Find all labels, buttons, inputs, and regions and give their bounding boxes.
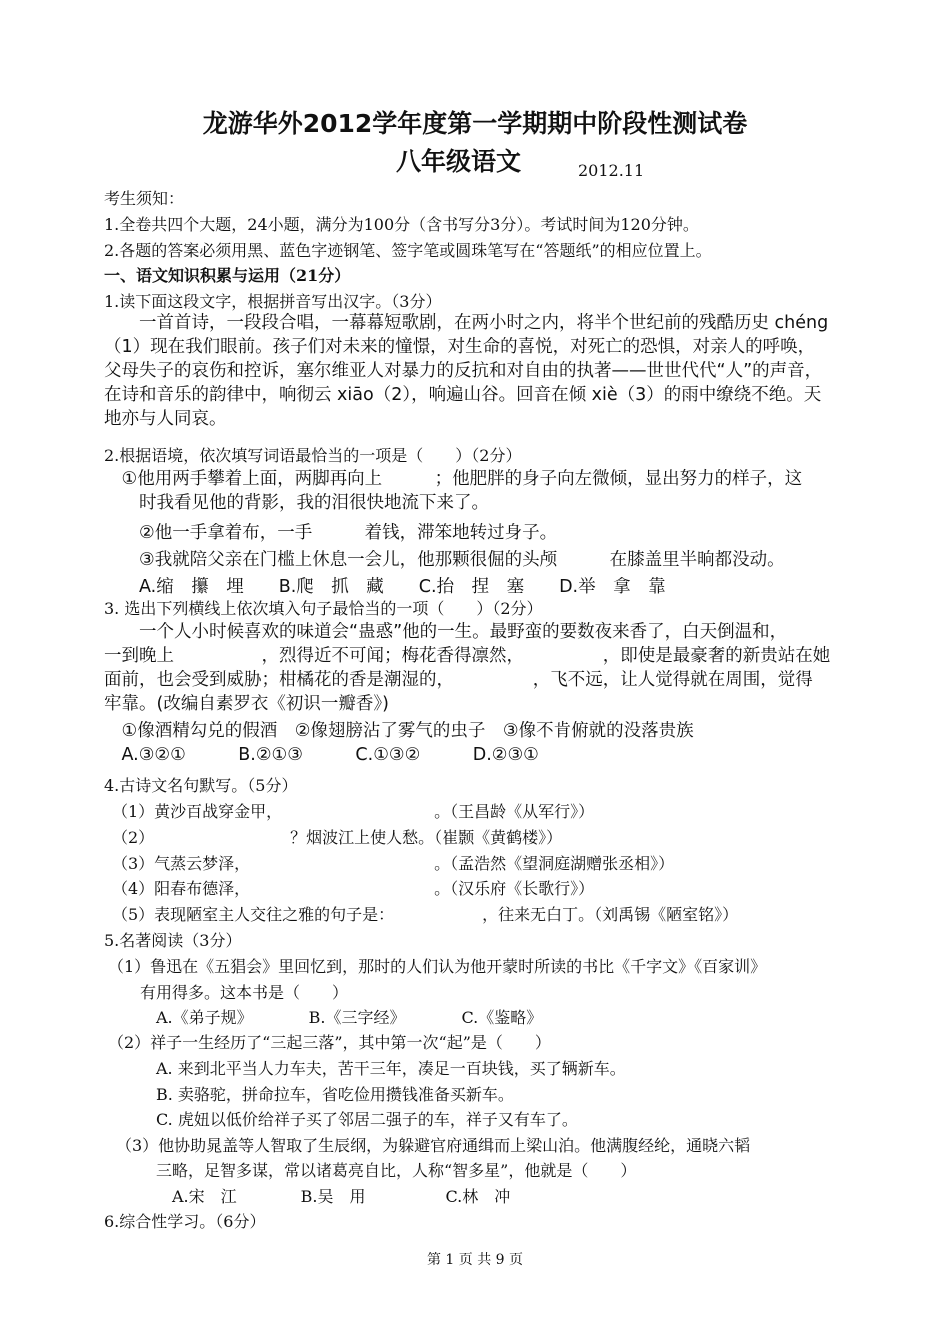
q2-body xyxy=(104,467,874,599)
q3-sentence-choices: ①像酒精勾兑的假酒 ②像翅膀沾了雾气的虫子 ③像不肯俯就的没落贵族 xyxy=(104,721,694,741)
q4-item: （5）表现陋室主人交往之雅的句子是： ，往来无白丁。（刘禹锡《陋室铭》） xyxy=(112,905,739,924)
q2-line: 时我看见他的背影，我的泪很快地流下来了。 xyxy=(104,493,489,513)
q2-line: ②他一手拿着布，一手 着钱，滞笨地转过身子。 xyxy=(104,523,558,543)
q4-item: （4）阳春布德泽， 。（汉乐府《长歌行》） xyxy=(112,879,595,898)
q5-option: C. 虎妞以低价给祥子买了邻居二强子的车，祥子又有车了。 xyxy=(108,1110,578,1129)
exam-title: 龙游华外2012学年度第一学期期中阶段性测试卷 xyxy=(202,109,748,138)
q3-stem: 3. 选出下列横线上依次填入句子最恰当的一项（ ）（2分） xyxy=(104,599,543,618)
q4-item: （3）气蒸云梦泽， 。（孟浩然《望洞庭湖赠张丞相》） xyxy=(112,854,675,873)
q5-option: B. 卖骆驼，拼命拉车，省吃俭用攒钱准备买新车。 xyxy=(108,1085,514,1104)
q5-options: A.《弟子规》 B.《三字经》 C.《鉴略》 xyxy=(108,1008,543,1027)
exam-date: 2012.11 xyxy=(578,161,645,180)
q5-stem: 5.名著阅读（3分） xyxy=(104,931,242,950)
q1-line: 父母失子的哀伤和控诉，塞尔维亚人对暴力的反抗和对自由的执著——世世代代“人”的声音， xyxy=(104,361,823,381)
q5-line: （1）鲁迅在《五猖会》里回忆到，那时的人们认为他开蒙时所读的书比《千字文》《百家训》 xyxy=(108,957,767,976)
q5-options: A.宋 江 B.吴 用 C.林 冲 xyxy=(108,1187,511,1206)
exam-subtitle: 八年级语文 xyxy=(396,147,522,176)
q1-line: 在诗和音乐的韵律中，响彻云 xiāo（2），响遍山谷。回音在倾 xiè（3）的雨中缭绕不绝。天 xyxy=(104,385,822,405)
q3-line: 一到晚上 ，烈得近不可闻；梅花香得凛然， ，即使是最豪奢的新贵站在她 xyxy=(104,646,831,666)
q1-line: 一首首诗，一段段合唱，一幕幕短歌剧，在两小时之内，将半个世纪前的残酷历史 chéng xyxy=(104,313,829,333)
q4-item: （1）黄沙百战穿金甲， 。（王昌龄《从军行》） xyxy=(112,802,595,821)
q2-options: A.缩 攥 埋 B.爬 抓 藏 C.抬 捏 塞 D.举 拿 靠 xyxy=(104,577,666,597)
q5-line: 三略，足智多谋，常以诸葛亮自比，人称“智多星”，他就是（ ） xyxy=(108,1161,637,1180)
q4-stem: 4.古诗文名句默写。（5分） xyxy=(104,776,298,795)
q1-stem: 1.读下面这段文字，根据拼音写出汉字。（3分） xyxy=(104,292,442,311)
q2-line: ③我就陪父亲在门槛上休息一会儿，他那颗很倔的头颅 在膝盖里半晌都没动。 xyxy=(104,550,785,570)
q6-stem: 6.综合性学习。（6分） xyxy=(104,1212,266,1231)
q5-option: A. 来到北平当人力车夫，苦干三年，凑足一百块钱，买了辆新车。 xyxy=(108,1059,626,1078)
notice-item: 1.全卷共四个大题，24小题，满分为100分（含书写分3分）。考试时间为120分钟。 xyxy=(104,215,699,234)
q1-line: （1）现在我们眼前。孩子们对未来的憧憬，对生命的喜悦，对死亡的恐惧，对亲人的呼唤， xyxy=(104,337,816,357)
notice-item: 2.各题的答案必须用黑、蓝色字迹钢笔、签字笔或圆珠笔写在“答题纸”的相应位置上。 xyxy=(104,241,712,260)
q1-passage xyxy=(104,311,874,431)
q2-line: ①他用两手攀着上面，两脚再向上 ；他肥胖的身子向左微倾，显出努力的样子，这 xyxy=(104,469,803,489)
q3-body xyxy=(104,620,874,767)
page-footer: 第 1 页 共 9 页 xyxy=(426,1252,524,1268)
q4-item: （2） ？烟波江上使人愁。（崔颢《黄鹤楼》） xyxy=(112,828,563,847)
q5-line: 有用得多。这本书是（ ） xyxy=(108,983,349,1002)
q3-line: 一个人小时候喜欢的味道会“蛊惑”他的一生。最野蛮的要数夜来香了，白天倒温和， xyxy=(104,622,788,642)
q3-line: 面前，也会受到威胁；柑橘花的香是潮湿的， ，飞不远，让人觉得就在周围，觉得 xyxy=(104,670,813,690)
q1-line: 地亦与人同哀。 xyxy=(104,409,227,429)
q5-line: （2）祥子一生经历了“三起三落”，其中第一次“起”是（ ） xyxy=(108,1033,551,1052)
q2-stem: 2.根据语境，依次填写词语最恰当的一项是（ ）（2分） xyxy=(104,446,522,465)
notice-heading: 考生须知： xyxy=(104,189,185,208)
section-heading: 一、语文知识积累与运用（21分） xyxy=(104,266,351,285)
q3-line: 牢靠。(改编自素罗衣《初识一瓣香》) xyxy=(104,694,389,714)
q3-options: A.③②① B.②①③ C.①③② D.②③① xyxy=(104,745,539,765)
q5-line: （3）他协助晁盖等人智取了生辰纲，为躲避官府通缉而上梁山泊。他满腹经纶，通晓六韬 xyxy=(108,1136,751,1155)
